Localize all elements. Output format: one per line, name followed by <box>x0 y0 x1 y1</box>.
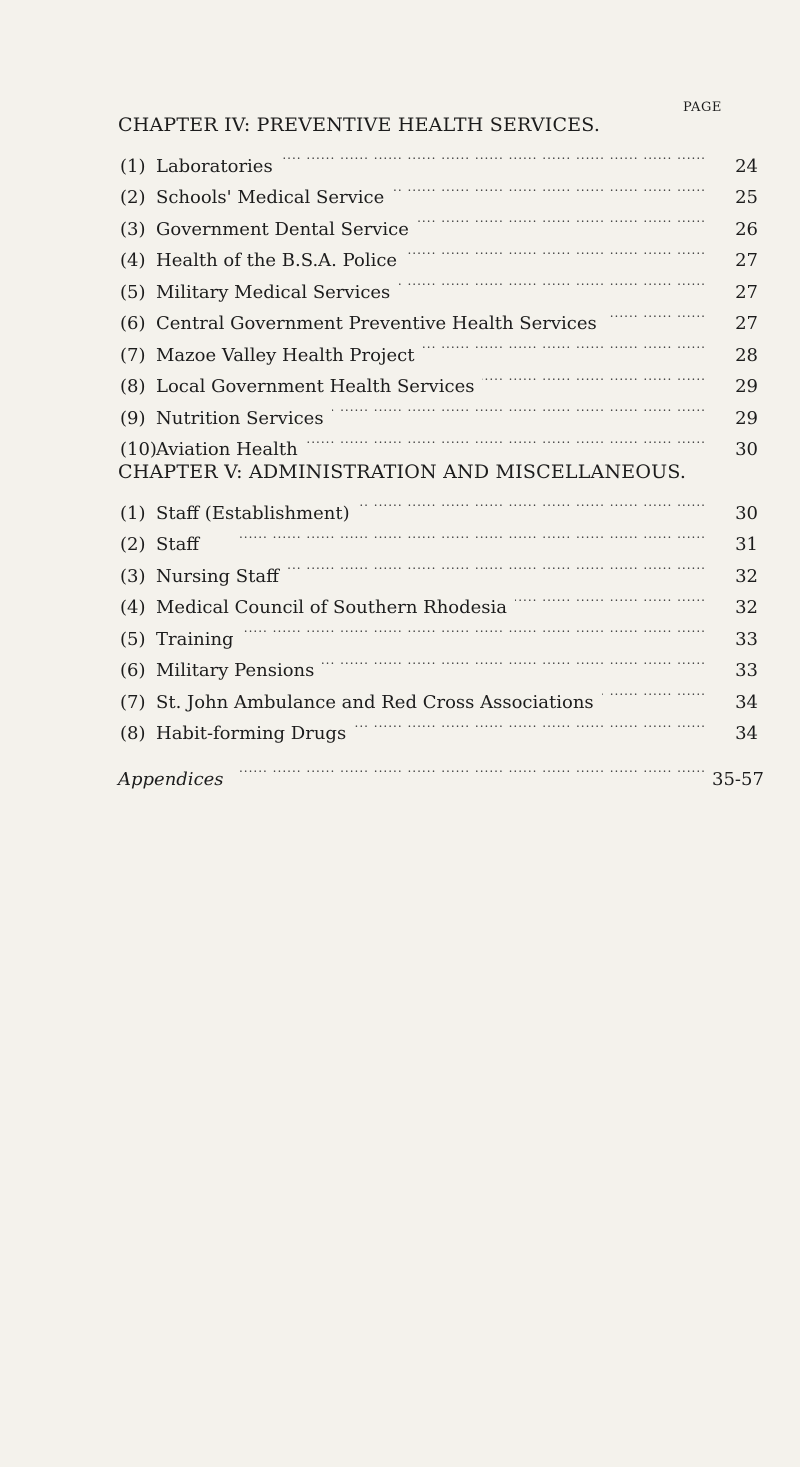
entry-title: Local Government Health Services <box>156 376 475 397</box>
entry-page: 24 <box>735 155 758 177</box>
page-column-header: PAGE <box>683 100 722 115</box>
dot-leader <box>232 753 706 785</box>
entry-number: (7) <box>120 691 146 713</box>
dot-leader <box>422 329 706 361</box>
dot-leader <box>605 298 706 330</box>
entry-number: (6) <box>120 660 146 681</box>
entry-title: Aviation Health <box>156 439 298 460</box>
entry-number: (1) <box>120 155 146 177</box>
dot-leader <box>306 424 706 456</box>
toc-entry[interactable] <box>118 140 758 177</box>
entry-page: 27 <box>735 250 758 271</box>
dot-leader <box>392 172 706 204</box>
entry-number: (3) <box>120 565 146 587</box>
entry-title: Habit-forming Drugs <box>156 723 347 744</box>
dot-leader <box>242 613 706 645</box>
toc-entry[interactable] <box>118 519 758 555</box>
entry-title: Government Dental Service <box>156 218 409 240</box>
dot-leader <box>281 140 706 172</box>
entry-title: Central Government Preventive Health Services <box>156 313 597 334</box>
entry-title: Mazoe Valley Health Project <box>156 344 415 366</box>
entry-number: (1) <box>120 502 146 524</box>
entry-page: 32 <box>735 565 758 587</box>
entry-number: (10) <box>120 439 157 460</box>
entry-number: (5) <box>120 628 146 650</box>
dot-leader <box>332 392 706 424</box>
entry-page: 29 <box>735 376 758 397</box>
dot-leader <box>207 519 706 551</box>
appendices-page: 35-57 <box>712 768 764 790</box>
entry-page: 25 <box>735 187 758 208</box>
entry-page: 30 <box>735 502 758 524</box>
entry-page: 33 <box>735 628 758 650</box>
entry-title: Nursing Staff <box>156 565 279 587</box>
entry-page: 31 <box>735 534 758 555</box>
dot-leader <box>358 487 706 519</box>
entry-page: 26 <box>735 218 758 240</box>
entry-title: Health of the B.S.A. Police <box>156 250 398 271</box>
toc-entry-appendices[interactable] <box>118 753 764 790</box>
entry-number: (3) <box>120 218 146 240</box>
entry-title: St. John Ambulance and Red Cross Associations <box>156 691 594 713</box>
entry-title: Military Medical Services <box>156 281 391 303</box>
dot-leader <box>482 361 706 393</box>
dot-leader <box>602 676 706 708</box>
entry-number: (8) <box>120 376 146 397</box>
entry-number: (9) <box>120 407 146 429</box>
dot-leader <box>398 266 706 298</box>
entry-page: 32 <box>735 597 758 618</box>
entry-page: 29 <box>735 407 758 429</box>
dot-leader <box>405 235 706 267</box>
entry-title: Medical Council of Southern Rhodesia <box>156 597 508 618</box>
entry-page: 34 <box>735 691 758 713</box>
toc-entry[interactable] <box>118 487 758 524</box>
entry-page: 27 <box>735 281 758 303</box>
dot-leader <box>354 708 706 740</box>
entry-number: (4) <box>120 250 146 271</box>
entry-page: 30 <box>735 439 758 460</box>
entry-number: (7) <box>120 344 146 366</box>
entry-number: (5) <box>120 281 146 303</box>
appendices-title: Appendices <box>118 768 224 790</box>
entry-title: Staff (Establishment) <box>156 502 350 524</box>
chapter-5-entries <box>118 487 758 744</box>
chapter-4-title: CHAPTER IV: PREVENTIVE HEALTH SERVICES. <box>118 114 601 136</box>
entry-title: Training <box>156 628 234 650</box>
dot-leader <box>417 203 706 235</box>
chapter-4-entries <box>118 140 758 460</box>
chapter-5-section <box>118 457 758 744</box>
dot-leader <box>322 645 706 677</box>
entry-title: Staff <box>156 534 200 555</box>
entry-page: 27 <box>735 313 758 334</box>
entry-number: (2) <box>120 534 146 555</box>
dot-leader <box>287 550 706 582</box>
toc-entry[interactable] <box>118 550 758 587</box>
entry-title: Military Pensions <box>156 660 315 681</box>
chapter-5-title: CHAPTER V: ADMINISTRATION AND MISCELLANEOUS. <box>118 461 687 483</box>
entry-number: (2) <box>120 187 146 208</box>
entry-number: (4) <box>120 597 146 618</box>
entry-number: (6) <box>120 313 146 334</box>
entry-title: Laboratories <box>156 155 273 177</box>
entry-page: 34 <box>735 723 758 744</box>
entry-title: Nutrition Services <box>156 407 324 429</box>
entry-page: 28 <box>735 344 758 366</box>
entry-title: Schools' Medical Service <box>156 187 385 208</box>
entry-number: (8) <box>120 723 146 744</box>
dot-leader <box>515 582 706 614</box>
chapter-4-section <box>118 110 758 460</box>
entry-page: 33 <box>735 660 758 681</box>
